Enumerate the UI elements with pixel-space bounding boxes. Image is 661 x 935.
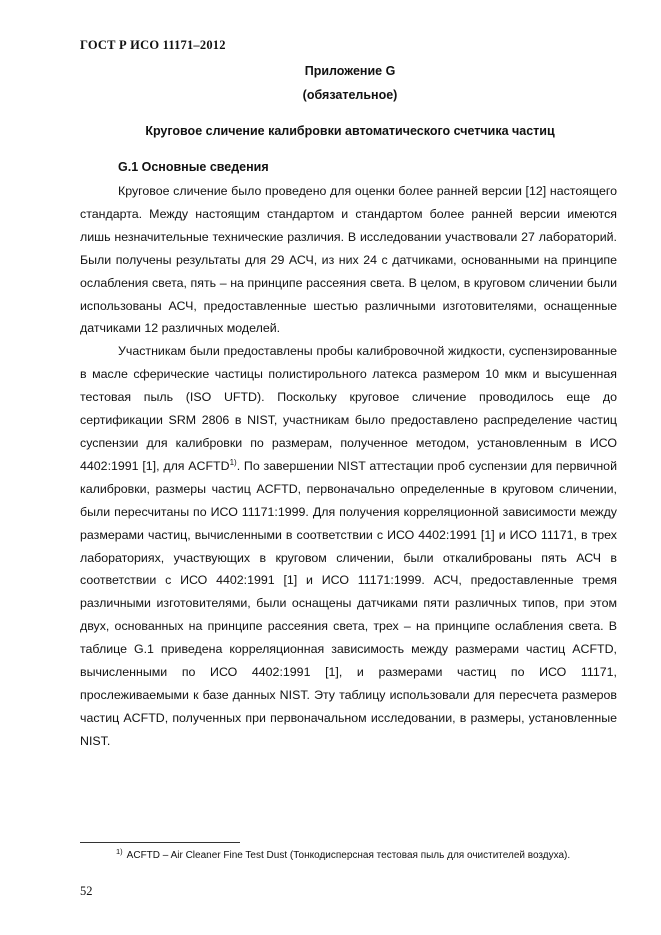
standard-header: ГОСТ Р ИСО 11171–2012 [80, 38, 226, 52]
appendix-heading: Круговое сличение калибровки автоматического счетчика частиц [145, 124, 555, 138]
section-title: G.1 Основные сведения [118, 160, 269, 174]
appendix-status: (обязательное) [302, 88, 398, 102]
page-number: 52 [80, 884, 93, 898]
footnote-divider [80, 842, 240, 843]
appendix-title: Приложение G [304, 64, 396, 78]
footnote-reference[interactable]: 1) [229, 457, 237, 467]
paragraph-2-tail: . По завершении NIST аттестации проб суспензии для первичной калибровки, размеры частиц ACFTD, первоначально определенные в круговом сличении, были пересчитаны по ИСО 11171:1999. Для получения корреляционной зависимости между размерами частиц, вычисленными в соответствии с ИСО 4402:1991 [1] и ИСО 11171, в трех лабораториях, участвующих в круговом сличении, были откалиброваны пять АСЧ в соответствии с ИСО 4402:1991 [1] и ИСО 11171:1999. АСЧ, предоставленные тремя различными изготовителями, были оснащены датчиками пяти различных типов, при этом двух, основанных на принципе рассеяния света, трех – на принципе ослабления света. В таблице G.1 приведена корреляционная зависимость между размерами частиц ACFTD, вычисленными по ИСО 4402:1991 [1], и размерами частиц по ИСО 11171, прослеживаемыми к базе данных NIST. Эту таблицу использовали для пересчета размеров частиц ACFTD, полученных при первоначальном исследовании, в размеры, установленные NIST. [80, 458, 617, 748]
paragraph-2-main: Участникам были предоставлены пробы калибровочной жидкости, суспензированные в масле сферические частицы полистирольного латекса размером 10 мкм и высушенная тестовая пыль (ISO UFTD). Поскольку круговое сличение проводилось еще до сертификации SRM 2806 в NIST, участникам было предоставлено распределение частиц суспензии для калибровки по размерам, полученное методом, установленным в ИСО 4402:1991 [1], для ACFTD [80, 344, 617, 473]
footnote-text: ACFTD – Air Cleaner Fine Test Dust (Тонкодисперсная тестовая пыль для очистителей воздуха). [126, 850, 571, 861]
paragraph-2 [80, 340, 617, 752]
paragraph-1: Круговое сличение было проведено для оценки более ранней версии [12] настоящего стандарта. Между настоящим стандартом и стандартом более ранней версии имеются лишь незначительные технические различия. В исследовании участвовали 27 лабораторий. Были получены результаты для 29 АСЧ, из них 24 с датчиками, основанными на принципе ослабления света, пять – на принципе рассеяния света. В целом, в круговом сличении были использованы АСЧ, предоставленные шестью различными изготовителями, оснащенные датчиками 12 различных моделей. [80, 184, 617, 336]
footnote [80, 845, 617, 863]
body-text [80, 180, 617, 753]
footnote-mark: 1) [116, 847, 123, 856]
